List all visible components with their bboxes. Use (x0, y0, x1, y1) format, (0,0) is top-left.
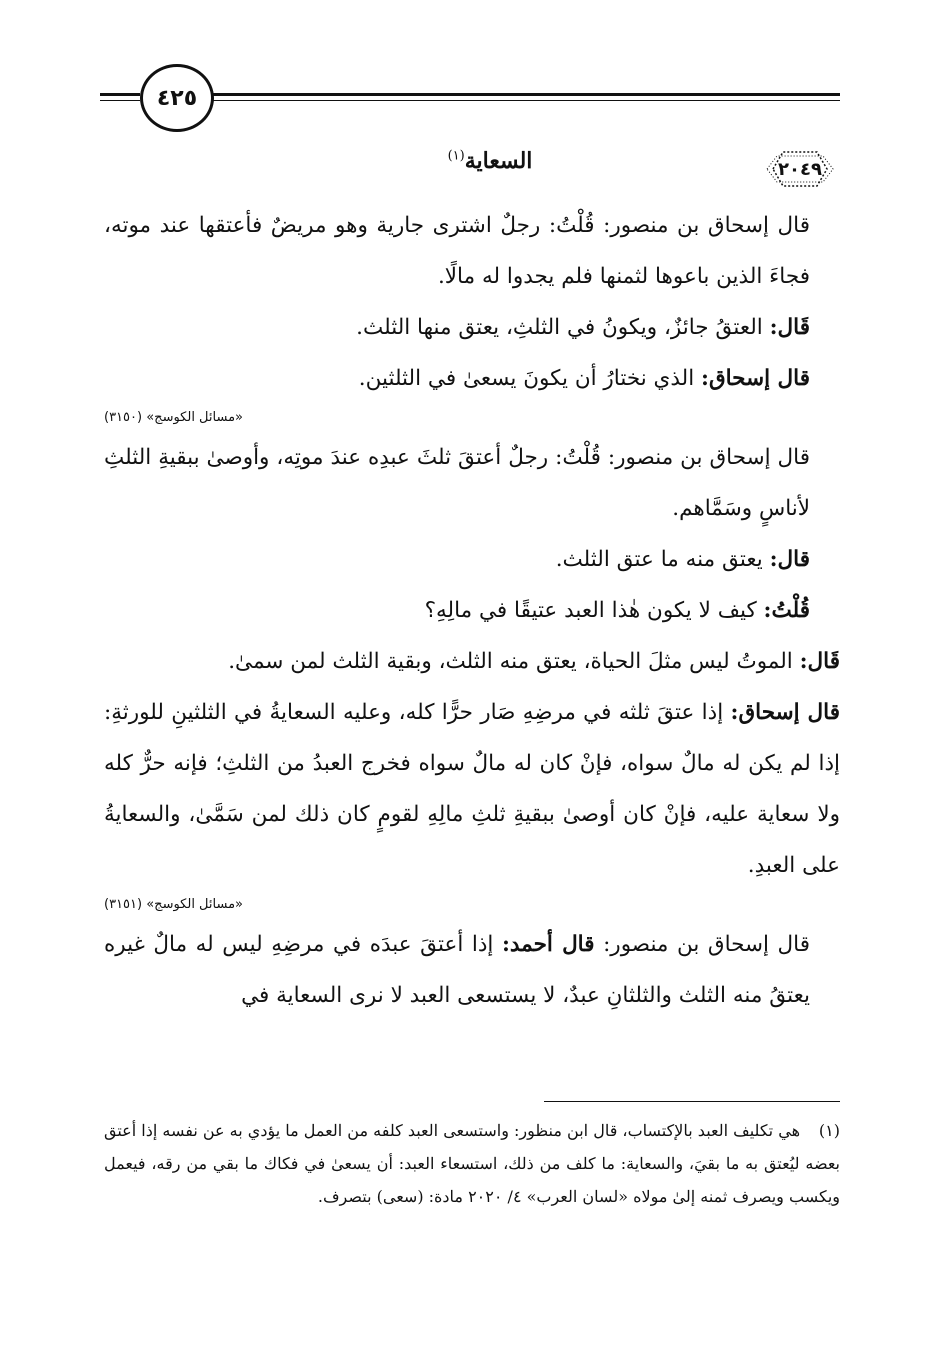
paragraph (104, 636, 840, 687)
header-rule (212, 100, 840, 101)
chapter-title (380, 148, 600, 174)
footnotes (104, 1114, 840, 1213)
speaker-label: قال: (769, 547, 810, 572)
paragraph-text: يعتق منه ما عتق الثلث. (555, 547, 763, 572)
source-citation: «مسائل الكوسج» (٣١٥١) (104, 897, 243, 912)
paragraph (104, 353, 840, 404)
footnote-divider (544, 1101, 840, 1102)
speaker-label: قال إسحاق: (730, 700, 840, 725)
footnote-mark: (١) (818, 1121, 840, 1140)
speaker-label: قَال: (769, 315, 810, 340)
footnote (104, 1114, 840, 1213)
paragraph (104, 302, 840, 353)
paragraph-text: كيف لا يكون هٰذا العبد عتيقًا في مالِهِ؟ (424, 598, 757, 623)
header-rule (100, 100, 140, 101)
source-citation: «مسائل الكوسج» (٣١٥٠) (104, 410, 243, 425)
paragraph-text: إذا أعتقَ عبدَه في مرضِهِ ليس له مالٌ غيره يعتقُ منه الثلث والثلثانِ عبدٌ، لا يستسعى العبد لا نرى السعاية في (104, 932, 810, 1008)
speaker-label: قال أحمد: (501, 932, 595, 957)
paragraph: قال إسحاق بن منصور: قُلْتُ: رجلٌ اشترى جارية وهو مريضٌ فأعتقها عند موته، فجاءَ الذين باعوها لثمنها فلم يجدوا له مالًا. (104, 213, 810, 289)
paragraph (104, 919, 840, 1021)
page-header (100, 62, 840, 132)
speaker-label: قَال: (799, 649, 840, 674)
main-text (104, 200, 840, 1021)
paragraph-text: الذي نختارُ أن يكونَ يسعىٰ في الثلثين. (358, 366, 695, 391)
paragraph: قال إسحاق بن منصور: قُلْتُ: رجلٌ أعتقَ ثلثَ عبدِه عندَ موتِه، وأوصىٰ ببقيةِ الثلثِ لأناسٍ وسَمَّاهم. (104, 445, 810, 521)
paragraph-text: قال إسحاق بن منصور: (603, 932, 810, 957)
entry-number: ٢٠٤٩ (778, 158, 822, 180)
paragraph-text: العتقُ جائزٌ، ويكونُ في الثلثِ، يعتق منها الثلث. (356, 315, 763, 340)
paragraph-text: إذا عتقَ ثلثه في مرضِهِ صَار حرًّا كله، وعليه السعايةُ في الثلثينِ للورثةِ: إذا لم يكن له مالٌ سواه، فإنْ كان له مالٌ سواه فخرج العبدُ من الثلثِ؛ فإنه حرٌّ كله ولا سعاية عليه، فإنْ كان أوصىٰ ببقيةِ ثلثِ مالِهِ لقومٍ كان ذلك لمن سَمَّىٰ، والسعايةُ على العبدِ. (104, 700, 840, 878)
header-rule (100, 93, 140, 96)
page-number: ٤٢٥ (140, 64, 214, 132)
paragraph (104, 585, 840, 636)
paragraph (104, 687, 840, 891)
paragraph (104, 534, 840, 585)
speaker-label: قُلْتُ: (763, 598, 810, 623)
footnote-text: هي تكليف العبد بالإكتساب، قال ابن منظور: واستسعى العبد كلفه من العمل ما يؤدي به عن نفسه إذا أعتق بعضه ليُعتق به ما بقيَ، والسعاية: ما كلف من ذلك، استسعاء العبد: أن يسعىٰ في فكاك ما بقي من رقه، فيعمل ويكسب ويصرف ثمنه إلىٰ مولاه «لسان العرب» ٤/ ٢٠٢٠ مادة: (سعى) بتصرف. (104, 1121, 840, 1206)
speaker-label: قال إسحاق: (701, 366, 810, 391)
entry-number-badge (763, 148, 837, 190)
header-rule (212, 93, 840, 96)
paragraph-text: الموتُ ليس مثلَ الحياة، يعتق منه الثلث، وبقية الثلث لمن سمىٰ. (228, 649, 793, 674)
footnote-ref: (١) (447, 148, 465, 164)
chapter-title-text: السعاية (464, 148, 533, 174)
